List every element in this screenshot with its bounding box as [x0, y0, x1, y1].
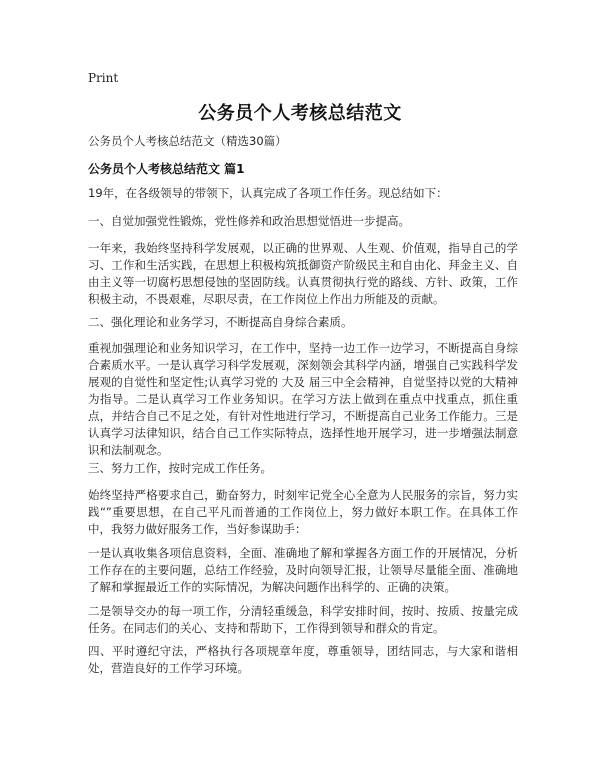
- paragraph-body-4: 一是认真收集各项信息资料，全面、准确地了解和掌握各方面工作的开展情况，分析工作存在的主要问题，总结工作经验，及时向领导汇报，让领导尽量能全面、准确地了解和掌握最近工作的实际情况，为解决问题作出科学的、正确的决策。: [88, 546, 518, 594]
- paragraph-heading-1: 一、自觉加强党性锻炼，党性修养和政治思想觉悟进一步提高。: [88, 214, 410, 228]
- document-subtitle: 公务员个人考核总结范文（精选30篇）: [88, 134, 287, 148]
- print-label: Print: [88, 71, 119, 85]
- paragraph-body-3: 始终坚持严格要求自己，勤奋努力，时刻牢记党全心全意为人民服务的宗旨，努力实践“”重要思想，在自己平凡而普通的工作岗位上，努力做好本职工作。在具体工作中，我努力做好服务工作，当好参谋助手：: [88, 488, 518, 536]
- paragraph-heading-2: 二、强化理论和业务学习，不断提高自身综合素质。: [88, 315, 353, 329]
- paragraph-body-2: 重视加强理论和业务知识学习，在工作中，坚持一边工作一边学习，不断提高自身综合素质水平。一是认真学习科学发展观，深刻领会其科学内涵，增强自己实践科学发展观的自觉性和坚定性;认真学习党的 大及 届三中全会精神，自觉坚持以党的大精神为指导。二是认真学习工作业务知识。在学习方法上做到在重点中找重点，抓住重点，并结合自己不足之处，有针对性地进行学习，不断提高自己业务工作能力。三是认真学习法律知识，结合自己工作实际特点，选择性地开展学习，进一步增强法制意识和法制观念。: [88, 341, 518, 457]
- paragraph-body-5: 二是领导交办的每一项工作，分清轻重缓急，科学安排时间，按时、按质、按量完成任务。在同志们的关心、支持和帮助下，工作得到领导和群众的肯定。: [88, 604, 518, 635]
- paragraph-heading-4: 四、平时遵纪守法，严格执行各项规章年度，尊重领导，团结同志，与大家和谐相处，营造良好的工作学习环境。: [88, 644, 518, 675]
- section-heading: 公务员个人考核总结范文 篇1: [88, 162, 245, 176]
- paragraph-heading-3: 三、努力工作，按时完成工作任务。: [88, 461, 272, 475]
- paragraph-body-1: 一年来，我始终坚持科学发展观，以正确的世界观、人生观、价值观，指导自己的学习、工作和生活实践，在思想上积极构筑抵御资产阶级民主和自由化、拜金主义、自由主义等一切腐朽思想侵蚀的坚固防线。认真贯彻执行党的路线、方针、政策，工作积极主动，不畏艰难，尽职尽责，在工作岗位上作出力所能及的贡献。: [88, 241, 518, 306]
- document-title: 公务员个人考核总结范文: [198, 103, 402, 124]
- paragraph-intro: 19年，在各级领导的带领下，认真完成了各项工作任务。现总结如下：: [88, 186, 448, 200]
